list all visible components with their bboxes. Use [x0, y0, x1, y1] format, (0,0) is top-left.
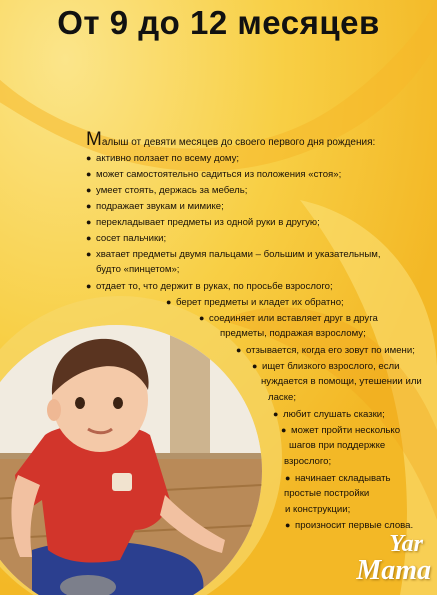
bullet-icon: ● — [86, 249, 92, 259]
list-item — [166, 294, 344, 312]
bullet-icon: ● — [273, 409, 279, 419]
list-item-continuation: шагов при поддержке — [289, 440, 386, 451]
list-item-text: сосет пальчики; — [96, 233, 167, 244]
list-item — [199, 310, 378, 328]
list-item-text: любит слушать сказки; — [283, 409, 385, 420]
bullet-icon: ● — [166, 297, 172, 307]
list-item-continuation: простые постройки — [284, 488, 370, 499]
list-item-text: активно ползает по всему дому; — [96, 153, 240, 164]
list-item — [86, 166, 341, 184]
bullet-icon: ● — [285, 473, 291, 483]
list-item-text: произносит первые слова. — [295, 520, 414, 531]
list-item — [86, 182, 247, 200]
list-item-text: умеет стоять, держась за мебель; — [96, 185, 248, 196]
bullet-icon: ● — [86, 217, 92, 227]
list-item — [86, 230, 166, 248]
list-item — [252, 358, 400, 376]
list-item — [273, 406, 385, 424]
bullet-icon: ● — [285, 520, 291, 530]
watermark-line-1: Yar — [389, 531, 423, 557]
list-item-text: соединяет или вставляет друг в друга — [209, 313, 378, 324]
drop-cap: М — [86, 129, 102, 150]
list-item-continuation: и конструкции; — [285, 504, 351, 515]
list-item-continuation: ласке; — [268, 392, 297, 403]
list-item — [285, 470, 391, 488]
list-item-text: отдает то, что держит в руках, по просьбе взрослого; — [96, 281, 333, 292]
bullet-icon: ● — [86, 233, 92, 243]
bullet-icon: ● — [252, 361, 258, 371]
bullet-icon: ● — [281, 425, 287, 435]
bullet-icon: ● — [86, 169, 92, 179]
list-item-text: может самостоятельно садиться из положения «стоя»; — [96, 169, 342, 180]
list-item — [86, 214, 320, 232]
watermark-line-2: Mama — [356, 555, 431, 586]
list-item-text: начинает складывать — [295, 473, 391, 484]
list-item — [86, 246, 381, 264]
list-item-continuation: взрослого; — [284, 456, 332, 467]
list-item-text: ищет близкого взрослого, если — [262, 361, 400, 372]
list-item-continuation: нуждается в помощи, утешении или — [261, 376, 422, 387]
list-item-text: может пройти несколько — [291, 425, 401, 436]
watermark-logo — [331, 531, 431, 591]
list-item — [86, 150, 239, 168]
intro-body: алыш от девяти месяцев до своего первого дня рождения: — [101, 137, 376, 148]
list-item-text: хватает предметы двумя пальцами – большим и указательным, — [96, 249, 381, 260]
list-item — [236, 342, 415, 360]
list-item-continuation: предметы, подражая взрослому; — [220, 328, 366, 339]
bullet-icon: ● — [199, 313, 205, 323]
list-item-continuation: будто «пинцетом»; — [96, 264, 180, 275]
list-item — [86, 278, 333, 296]
list-item-text: перекладывает предметы из одной руки в другую; — [96, 217, 320, 228]
list-item — [86, 198, 224, 216]
list-item-text: подражает звукам и мимике; — [96, 201, 224, 212]
bullet-icon: ● — [86, 201, 92, 211]
list-item-text: отзывается, когда его зовут по имени; — [246, 345, 415, 356]
bullet-icon: ● — [86, 153, 92, 163]
bullet-icon: ● — [86, 185, 92, 195]
page-title: От 9 до 12 месяцев — [57, 4, 380, 41]
bullet-icon: ● — [236, 345, 242, 355]
bullet-icon: ● — [86, 281, 92, 291]
intro-text — [86, 129, 431, 150]
list-item-text: берет предметы и кладет их обратно; — [176, 297, 344, 308]
list-item — [281, 422, 400, 440]
